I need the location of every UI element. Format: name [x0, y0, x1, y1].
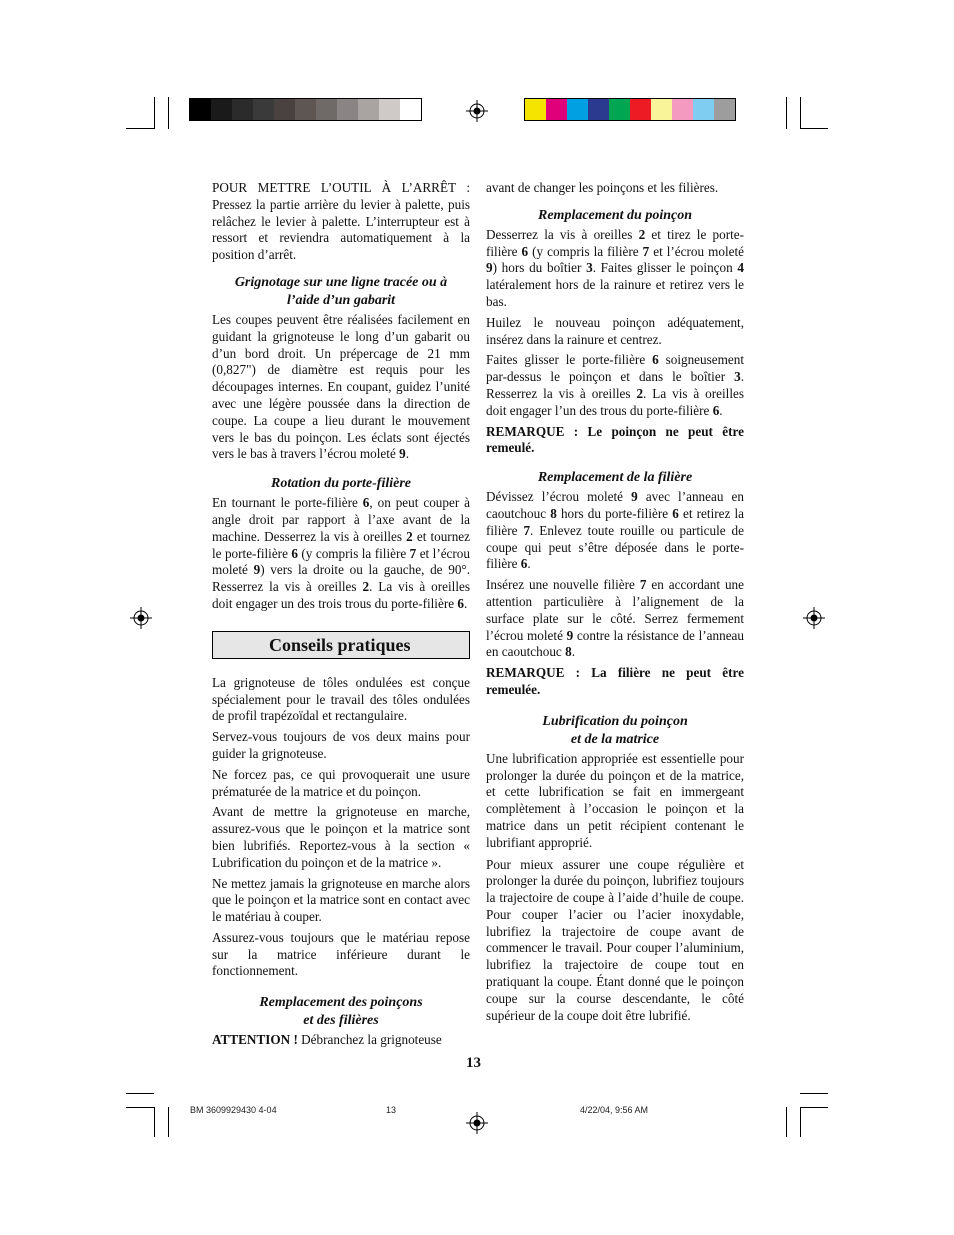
tip-paragraph: Avant de mettre la grignoteuse en marche, assurez-vous que le poinçon et la matrice sont bien lubrifiés. Reportez-vous à la section « Lubrification du poinçon et de la matrice ». [212, 804, 470, 870]
attention-paragraph: ATTENTION ! Débranchez la grignoteuse [212, 1032, 442, 1048]
color-swatch [651, 99, 672, 120]
tip-paragraph: Assurez-vous toujours que le matériau repose sur la matrice inférieure durant le fonctionnement. [212, 929, 470, 979]
color-swatch [316, 99, 337, 120]
registration-mark-icon [466, 100, 488, 122]
color-swatch [358, 99, 379, 120]
color-swatch [232, 99, 253, 120]
color-swatch [190, 99, 211, 120]
registration-mark-icon [803, 607, 825, 629]
registration-mark-icon [130, 607, 152, 629]
tip-paragraph: La grignoteuse de tôles ondulées est conçue spécialement pour le travail des tôles ondulées de profil trapézoïdal et rectangulaire. [212, 674, 470, 724]
grayscale-color-bar [189, 98, 422, 121]
color-swatch [567, 99, 588, 120]
color-swatch [274, 99, 295, 120]
slide-die-holder-paragraph: Faites glisser le porte-filière 6 soigneusement par-dessus le poinçon et dans le boîtier 3. Resserrez la vis à oreilles 2. La vis à oreilles doit engager l’un des trous du porte-filière 6. [486, 352, 744, 418]
remark-die: REMARQUE : La filière ne peut être remeulée. [486, 665, 744, 697]
right-column [486, 180, 744, 1028]
tip-paragraph: Ne mettez jamais la grignoteuse en marche alors que le poinçon et la matrice sont en contact avec le matériau à couper. [212, 875, 470, 925]
cutting-oil-paragraph: Pour mieux assurer une coupe régulière et prolonger la durée du poinçon, lubrifiez toujours la trajectoire de coupe à l’aide d’huile de coupe. Pour couper l’acier ou l’acier inoxydable, lubrifiez la trajectoire de coupe avant de commencer le travail. Pour couper l’aluminium, lubrifiez la trajectoire de coupe tout en pratiquant la coupe. Étant donné que le poinçon coupe sur la course descendante, le côté supérieur de la coupe doit être lubrifié. [486, 856, 744, 1023]
color-swatch [379, 99, 400, 120]
heading-die-holder-rotation: Rotation du porte-filière [271, 476, 411, 492]
color-swatch [400, 99, 421, 120]
registration-mark-icon [466, 1112, 488, 1134]
color-swatch [253, 99, 274, 120]
color-swatch [337, 99, 358, 120]
color-swatch [630, 99, 651, 120]
color-swatch [588, 99, 609, 120]
color-swatch [672, 99, 693, 120]
footer-job-code: BM 3609929430 4-04 [190, 1105, 277, 1115]
rotation-paragraph: En tournant le porte-filière 6, on peut couper à angle droit par rapport à l’axe avant de la machine. Desserrez la vis à oreilles 2 et tournez le porte-filière 6 (y compris la filière 7 et l’écrou moleté 9) vers la droite ou la gauche, de 90°. Resserrez la vis à oreilles 2. La vis à oreilles doit engager un des trois trous du porte-filière 6. [212, 495, 470, 611]
tip-paragraph: Ne forcez pas, ce qui provoquerait une usure prématurée de la matrice et du poinçon. [212, 766, 470, 799]
heading-punch-die-replacement: Remplacement des poinçons et des filières [259, 995, 423, 1029]
heading-die-replacement: Remplacement de la filière [537, 470, 693, 486]
lubrication-paragraph: Une lubrification appropriée est essentielle pour prolonger la durée du poinçon et de la matrice, et cette lubrification se fait en immergeant complètement à l’occasion le poinçon et la matrice dans un petit récipient contenant le lubrifiant approprié. [486, 750, 744, 850]
section-title-practical-tips: Conseils pratiques [212, 631, 470, 659]
heading-nibbling-template: Grignotage sur une ligne tracée ou à l’aide d’un gabarit [234, 274, 448, 308]
die-insert-paragraph: Insérez une nouvelle filière 7 en accordant une attention particulière à l’alignement de la surface plate sur le côté. Serrez fermement l’écrou moleté 9 contre la résistance de l’anneau en caoutchouc 8. [486, 577, 744, 660]
color-swatch [211, 99, 232, 120]
punch-replacement-paragraph: Desserrez la vis à oreilles 2 et tirez le porte-filière 6 (y compris la filière 7 et l’écrou moleté 9) hors du boîtier 3. Faites glisser le poinçon 4 latéralement hors de la rainure et retirez vers le bas. [486, 226, 745, 309]
attention-continued: avant de changer les poinçons et les filières. [486, 180, 719, 195]
remark-punch: REMARQUE : Le poinçon ne peut être remeulé. [486, 423, 744, 456]
heading-lubrication: Lubrification du poinçon et de la matrice [542, 713, 688, 747]
color-swatch [609, 99, 630, 120]
process-color-bar [524, 98, 736, 121]
color-swatch [295, 99, 316, 120]
die-removal-paragraph: Dévissez l’écrou moleté 9 avec l’anneau en caoutchouc 8 hors du porte-filière 6 et retirez la filière 7. Enlevez toute rouille ou particule de coupe qui peut s’être déposée dans le porte-filière 6. [486, 489, 745, 572]
color-swatch [546, 99, 567, 120]
left-column [212, 180, 470, 1053]
power-off-paragraph: POUR METTRE L’OUTIL À L’ARRÊT : Pressez la partie arrière du levier à palette, puis relâchez le levier à palette. L’interrupteur est à ressort et reviendra automatiquement à la position d’arrêt. [212, 180, 470, 263]
page-number: 13 [466, 1055, 481, 1071]
nibbling-paragraph: Les coupes peuvent être réalisées facilement en guidant la grignoteuse le long d’un gabarit ou d’un bord droit. Un prépercage de 21 mm (0,827") de diamètre est requis pour les découpages internes. En coupant, guidez l’unité avec une légère poussée dans la direction de coupe. La coupe a lieu durant le mouvement vers le bas du poinçon. Les éclats sont éjectés vers le bas à travers l’écrou moleté 9. [212, 311, 470, 462]
oil-punch-paragraph: Huilez le nouveau poinçon adéquatement, insérez dans la rainure et centrez. [486, 314, 744, 347]
footer-page: 13 [386, 1105, 397, 1115]
color-swatch [714, 99, 735, 120]
color-swatch [525, 99, 546, 120]
tip-paragraph: Servez-vous toujours de vos deux mains pour guider la grignoteuse. [212, 729, 470, 761]
heading-punch-replacement: Remplacement du poinçon [538, 207, 692, 223]
footer-timestamp: 4/22/04, 9:56 AM [580, 1105, 649, 1115]
color-swatch [693, 99, 714, 120]
tips-list [212, 675, 470, 981]
